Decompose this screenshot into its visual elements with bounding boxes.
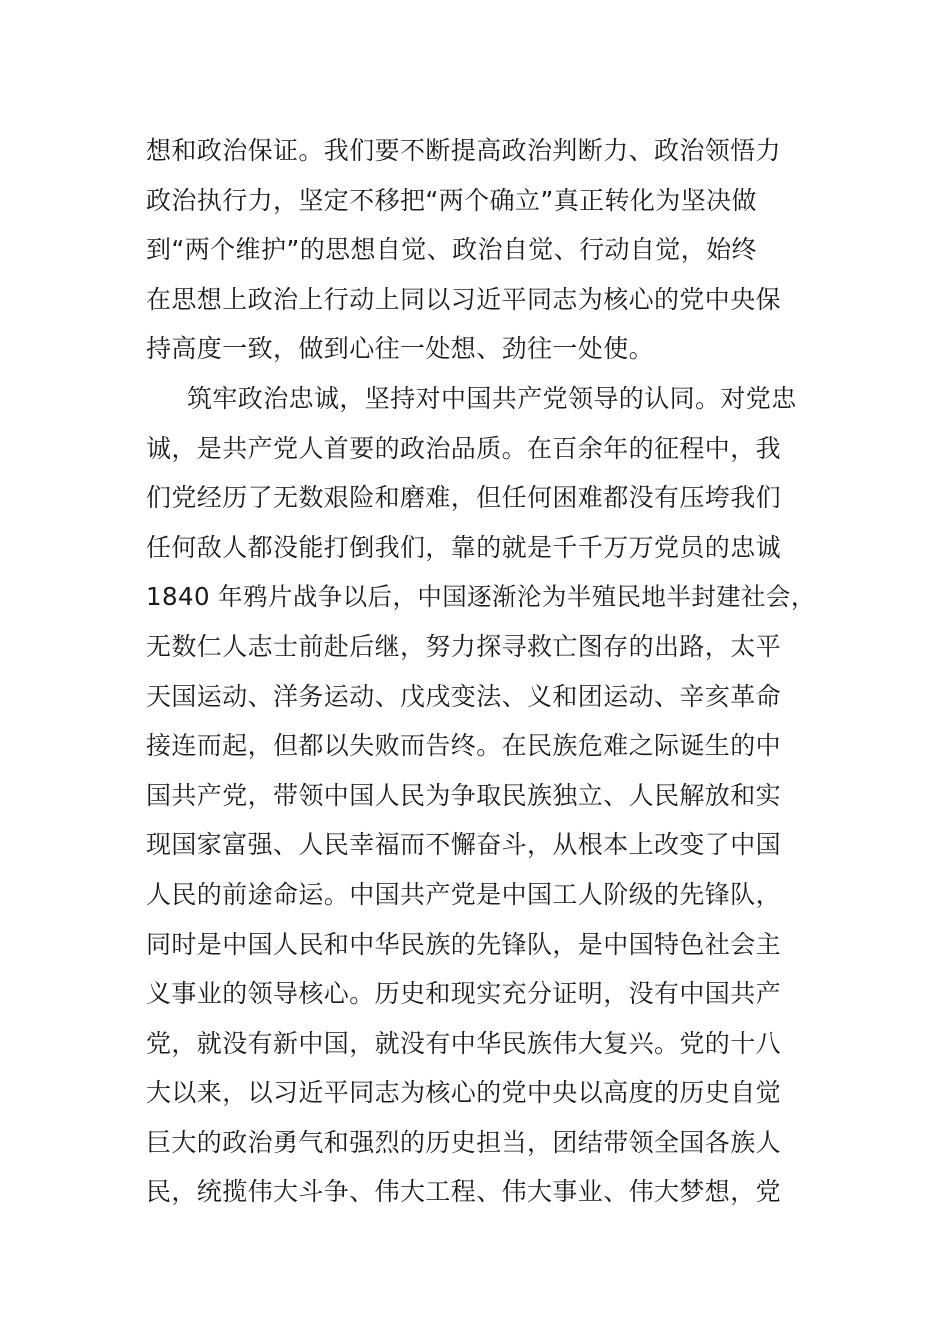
text-line: 们党经历了无数艰险和磨难，但任何困难都没有压垮我们 xyxy=(146,483,782,513)
paragraph-start-line: 筑牢政治忠诚，坚持对中国共产党领导的认同。对党忠 xyxy=(187,383,797,413)
text-line: 持高度一致，做到心往一处想、劲往一处使。 xyxy=(146,334,655,364)
body-text xyxy=(146,126,826,1217)
text-line: 现国家富强、人民幸福而不懈奋斗，从根本上改变了中国 xyxy=(146,830,782,860)
text-line: 到“两个维护”的思想自觉、政治自觉、行动自觉，始终 xyxy=(146,235,757,265)
text-line: 国共产党，带领中国人民为争取民族独立、人民解放和实 xyxy=(146,780,782,810)
text-line: 人民的前途命运。中国共产党是中国工人阶级的先锋队， xyxy=(146,879,782,909)
text-line: 在思想上政治上行动上同以习近平同志为核心的党中央保 xyxy=(146,284,782,314)
text-line: 政治执行力，坚定不移把“两个确立”真正转化为坚决做 xyxy=(146,185,757,215)
text-line: 天国运动、洋务运动、戊戌变法、义和团运动、辛亥革命 xyxy=(146,681,782,711)
text-line: 任何敌人都没能打倒我们，靠的就是千千万万党员的忠诚 xyxy=(146,532,782,562)
text-line: 巨大的政治勇气和强烈的历史担当，团结带领全国各族人 xyxy=(146,1127,782,1157)
text-line: 诚，是共产党人首要的政治品质。在百余年的征程中，我 xyxy=(146,433,782,463)
text-line: 无数仁人志士前赴后继，努力探寻救亡图存的出路，太平 xyxy=(146,631,782,661)
text-line: 想和政治保证。我们要不断提高政治判断力、政治领悟力 xyxy=(146,136,782,165)
text-line: 党，就没有新中国，就没有中华民族伟大复兴。党的十八 xyxy=(146,1028,782,1058)
text-line: 民，统揽伟大斗争、伟大工程、伟大事业、伟大梦想，党 xyxy=(146,1177,782,1207)
text-line: 义事业的领导核心。历史和现实充分证明，没有中国共产 xyxy=(146,979,782,1009)
text-line: 同时是中国人民和中华民族的先锋队，是中国特色社会主 xyxy=(146,929,782,959)
text-line: 接连而起，但都以失败而告终。在民族危难之际诞生的中 xyxy=(146,731,782,761)
text-line: 1840 年鸦片战争以后，中国逐渐沦为半殖民地半封建社会， xyxy=(146,582,816,612)
text-line: 大以来，以习近平同志为核心的党中央以高度的历史自觉 xyxy=(146,1078,782,1108)
